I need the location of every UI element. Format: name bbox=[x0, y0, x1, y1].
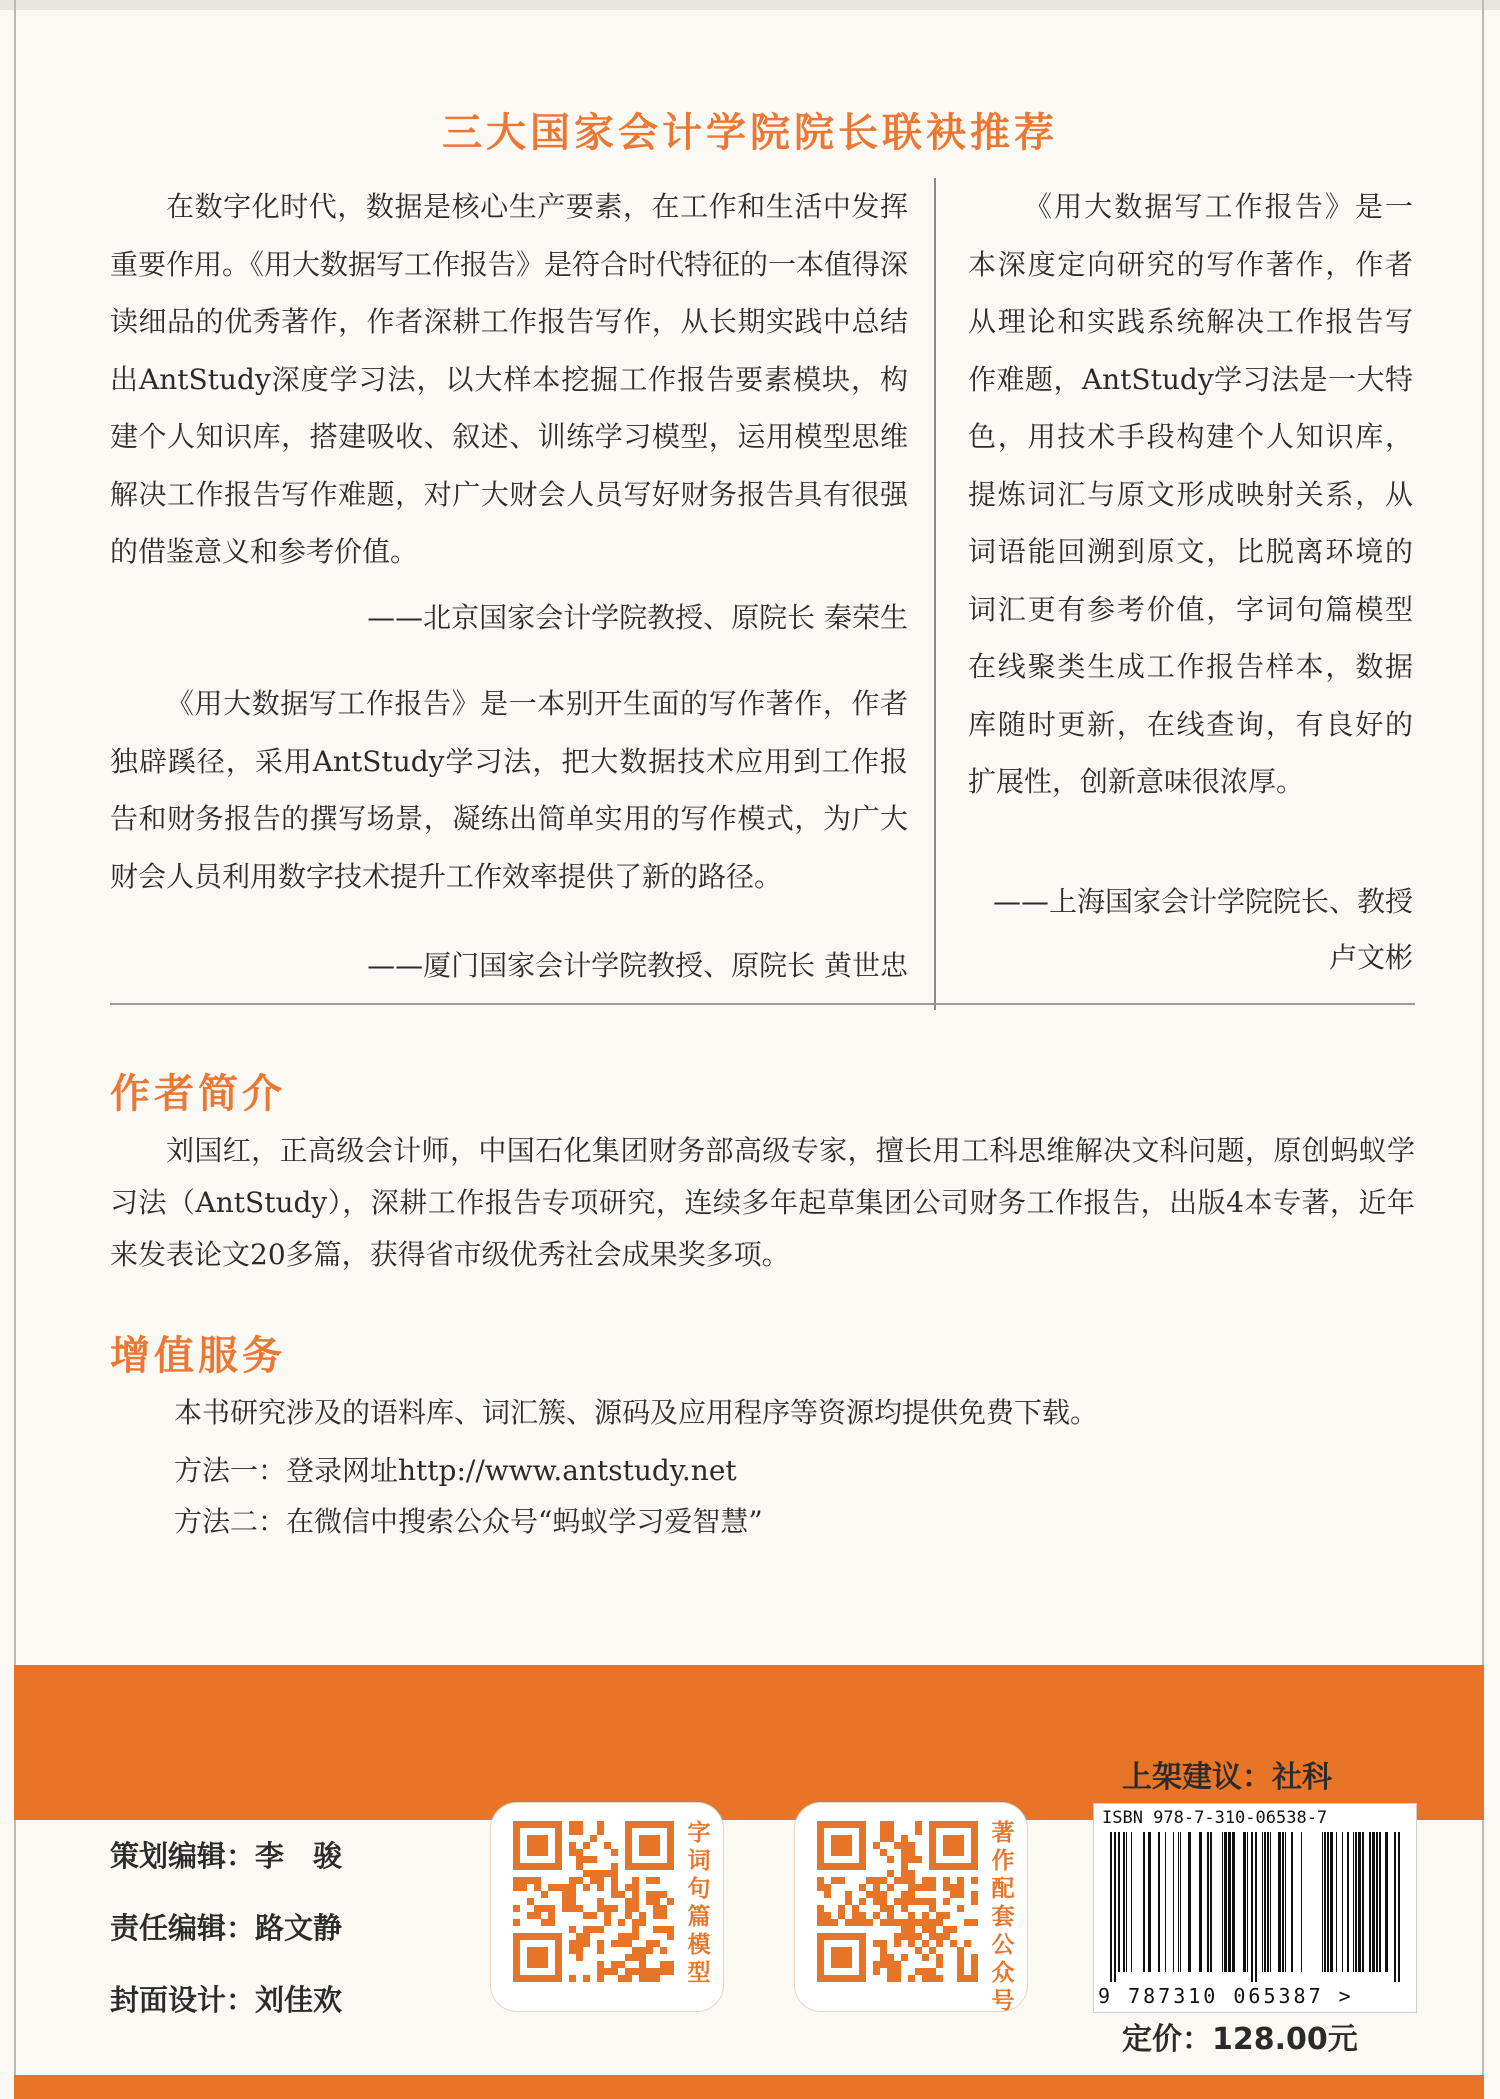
recommendation-text-huang: 《用大数据写工作报告》是一本别开生面的写作著作，作者独辟蹊径，采用AntStudy学习法，把大数据技术应用到工作报告和财务报告的撰写场景，凝练出简单实用的写作模式，为广大财会人员利用数字技术提升工作效率提供了新的路径。 bbox=[110, 687, 908, 893]
isbn-barcode bbox=[1093, 1803, 1417, 2013]
value-added-line-3: 方法二：在微信中搜索公众号“蚂蚁学习爱智慧” bbox=[174, 1505, 763, 1538]
qr-card-word-model[interactable] bbox=[491, 1803, 723, 2011]
shelf-suggestion: 上架建议：社科 bbox=[1122, 1760, 1332, 1795]
credit-cover-designer: 封面设计：刘佳欢 bbox=[110, 1983, 343, 2017]
recommendation-signature-qin: ——北京国家会计学院教授、原院长 秦荣生 bbox=[367, 601, 908, 634]
orange-band bbox=[14, 1665, 1484, 1820]
recommendation-signature-lu-title: ——上海国家会计学院院长、教授 bbox=[992, 885, 1413, 918]
qr-code-icon bbox=[513, 1821, 677, 1985]
ean-digits: 9 787310 065387 > bbox=[1098, 1984, 1354, 2008]
value-added-line-2: 方法一：登录网址http://www.antstudy.net bbox=[174, 1454, 737, 1487]
author-intro-text: 刘国红，正高级会计师，中国石化集团财务部高级专家，擅长用工科思维解决文科问题，原创蚂蚁学习法（AntStudy），深耕工作报告专项研究，连续多年起草集团公司财务工作报告，出版4本专著，近年来发表论文20多篇，获得省市级优秀社会成果奖多项。 bbox=[110, 1134, 1415, 1271]
value-added-line-1: 本书研究涉及的语料库、词汇簇、源码及应用程序等资源均提供免费下载。 bbox=[174, 1396, 1099, 1429]
column-divider bbox=[934, 178, 936, 1010]
qr-card-official-account[interactable] bbox=[795, 1803, 1027, 2014]
qr-code-icon bbox=[817, 1821, 981, 1985]
recommendation-signature-huang: ——厦门国家会计学院教授、原院长 黄世忠 bbox=[367, 949, 908, 982]
qr-label-official-account: 著作配套公众号 bbox=[991, 1820, 1015, 2014]
credit-responsible-editor: 责任编辑：路文静 bbox=[110, 1911, 343, 1945]
credit-planning-editor: 策划编辑：李 骏 bbox=[110, 1839, 343, 1873]
barcode-icon bbox=[1106, 1832, 1404, 1982]
qr-label-word-model: 字词句篇模型 bbox=[687, 1820, 711, 1986]
orange-bottom-strip bbox=[14, 2075, 1484, 2099]
value-added-title: 增值服务 bbox=[110, 1333, 286, 1379]
price-label: 定价：128.00元 bbox=[1122, 2022, 1358, 2057]
editor-credits bbox=[110, 1820, 342, 2036]
recommendation-text-lu: 《用大数据写工作报告》是一本深度定向研究的写作著作，作者从理论和实践系统解决工作报告写作难题，AntStudy学习法是一大特色，用技术手段构建个人知识库，提炼词汇与原文形成映射关系，从词语能回溯到原文，比脱离环境的词汇更有参考价值，字词句篇模型在线聚类生成工作报告样本，数据库随时更新，在线查询，有良好的扩展性，创新意味很浓厚。 bbox=[968, 190, 1413, 798]
author-intro-title: 作者简介 bbox=[110, 1071, 286, 1117]
recommendation-headline: 三大国家会计学院院长联袂推荐 bbox=[442, 109, 1058, 156]
recommendation-signature-lu-name: 卢文彬 bbox=[1328, 941, 1413, 974]
section-divider bbox=[110, 1003, 1415, 1005]
recommendation-text-qin: 在数字化时代，数据是核心生产要素，在工作和生活中发挥重要作用。《用大数据写工作报告》是符合时代特征的一本值得深读细品的优秀著作，作者深耕工作报告写作，从长期实践中总结出AntStudy深度学习法，以大样本挖掘工作报告要素模块，构建个人知识库，搭建吸收、叙述、训练学习模型，运用模型思维解决工作报告写作难题，对广大财会人员写好财务报告具有很强的借鉴意义和参考价值。 bbox=[110, 190, 909, 568]
isbn-text: ISBN 978-7-310-06538-7 bbox=[1102, 1808, 1328, 1828]
